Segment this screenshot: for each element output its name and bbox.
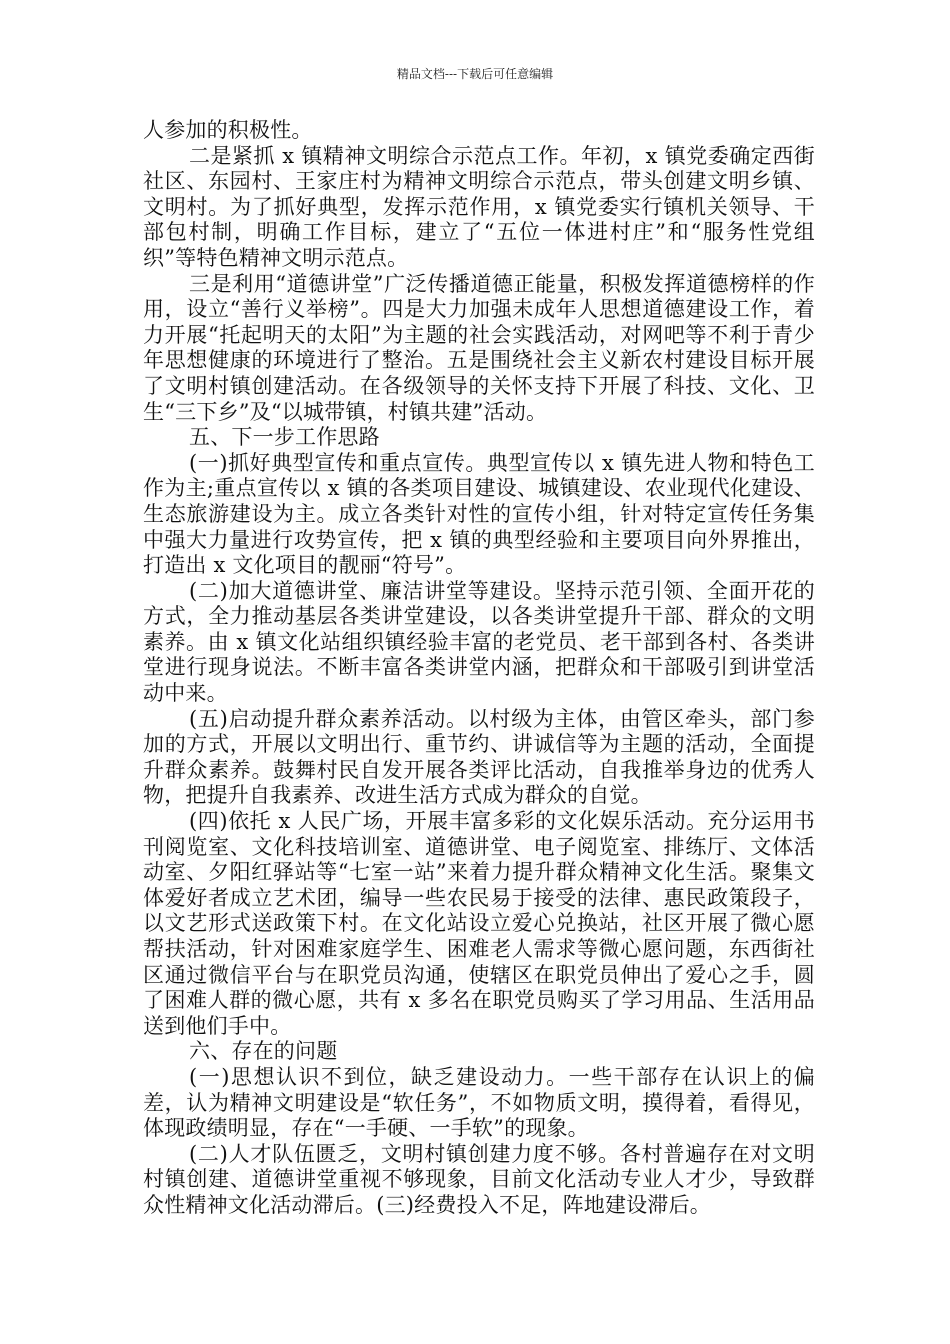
- paragraph-lecture-hall-construction: (二)加大道德讲堂、廉洁讲堂等建设。坚持示范引领、全面开花的方式，全力推动基层各类讲堂建设，以各类讲堂提升干部、群众的文明素养。由 x 镇文化站组织镇经验丰富的老党员、老干部到各村、各类讲堂进行现身说法。不断丰富各类讲堂内涵，把群众和干部吸引到讲堂活动中来。: [143, 578, 815, 706]
- paragraph-problem-talent: (二)人才队伍匮乏，文明村镇创建力度不够。各村普遍存在对文明村镇创建、道德讲堂重视不够现象，目前文化活动专业人才少，导致群众性精神文化活动滞后。(三)经费投入不足，阵地建设滞后。: [143, 1141, 815, 1217]
- paragraph-typical-publicity: (一)抓好典型宣传和重点宣传。典型宣传以 x 镇先进人物和特色工作为主;重点宣传以 x 镇的各类项目建设、城镇建设、农业现代化建设、生态旅游建设为主。成立各类针对性的宣传小组，针对特定宣传任务集中强大力量进行攻势宣传，把 x 镇的典型经验和主要项目向外界推出，打造出 x 文化项目的靓丽“符号”。: [143, 450, 815, 578]
- paragraph-problem-awareness: (一)思想认识不到位，缺乏建设动力。一些干部存在认识上的偏差，认为精神文明建设是“软任务”，不如物质文明，摸得着，看得见，体现政绩明显，存在“一手硬、一手软”的现象。: [143, 1064, 815, 1141]
- section-heading-existing-problems: 六、存在的问题: [189, 1039, 338, 1064]
- section-heading-next-steps: 五、下一步工作思路: [189, 425, 380, 450]
- paragraph-demonstration-sites: 二是紧抓 x 镇精神文明综合示范点工作。年初，x 镇党委确定西街社区、东园村、王家庄村为精神文明综合示范点，带头创建文明乡镇、文明村。为了抓好典型，发挥示范作用，x 镇党委实行镇机关领导、干部包村制，明确工作目标，建立了“五位一体进村庄”和“服务性党组织”等特色精神文明示范点。: [143, 143, 815, 270]
- document-body: [143, 118, 815, 1219]
- paragraph-continuation: 人参加的积极性。: [143, 118, 313, 142]
- paragraph-cultural-activities: (四)依托 x 人民广场，开展丰富多彩的文化娱乐活动。充分运用书刊阅览室、文化科技培训室、道德讲堂、电子阅览室、排练厅、文体活动室、夕阳红驿站等“七室一站”来着力提升群众精神文化生活。聚集文体爱好者成立艺术团，编导一些农民易于接受的法律、惠民政策段子，以文艺形式送政策下村。在文化站设立爱心兑换站，社区开展了微心愿帮扶活动，针对困难家庭学生、困难老人需求等微心愿问题，东西街社区通过微信平台与在职党员沟通，使辖区在职党员伸出了爱心之手，圆了困难人群的微心愿，共有 x 多名在职党员购买了学习用品、生活用品送到他们手中。: [143, 809, 815, 1038]
- page-header: 精品文档---下载后可任意编辑: [396, 67, 554, 81]
- paragraph-moral-lecture-hall: 三是利用“道德讲堂”广泛传播道德正能量，积极发挥道德榜样的作用，设立“善行义举榜”。四是大力加强未成年人思想道德建设工作，着力开展“托起明天的太阳”为主题的社会实践活动，对网吧等不利于青少年思想健康的环境进行了整治。五是围绕社会主义新农村建设目标开展了文明村镇创建活动。在各级领导的关怀支持下开展了科技、文化、卫生“三下乡”及“以城带镇，村镇共建”活动。: [143, 271, 815, 424]
- paragraph-public-literacy: (五)启动提升群众素养活动。以村级为主体，由管区牵头，部门参加的方式，开展以文明出行、重节约、讲诚信等为主题的活动，全面提升群众素养。鼓舞村民自发开展各类评比活动，自我推举身边的优秀人物，把提升自我素养、改进生活方式成为群众的自觉。: [143, 706, 815, 808]
